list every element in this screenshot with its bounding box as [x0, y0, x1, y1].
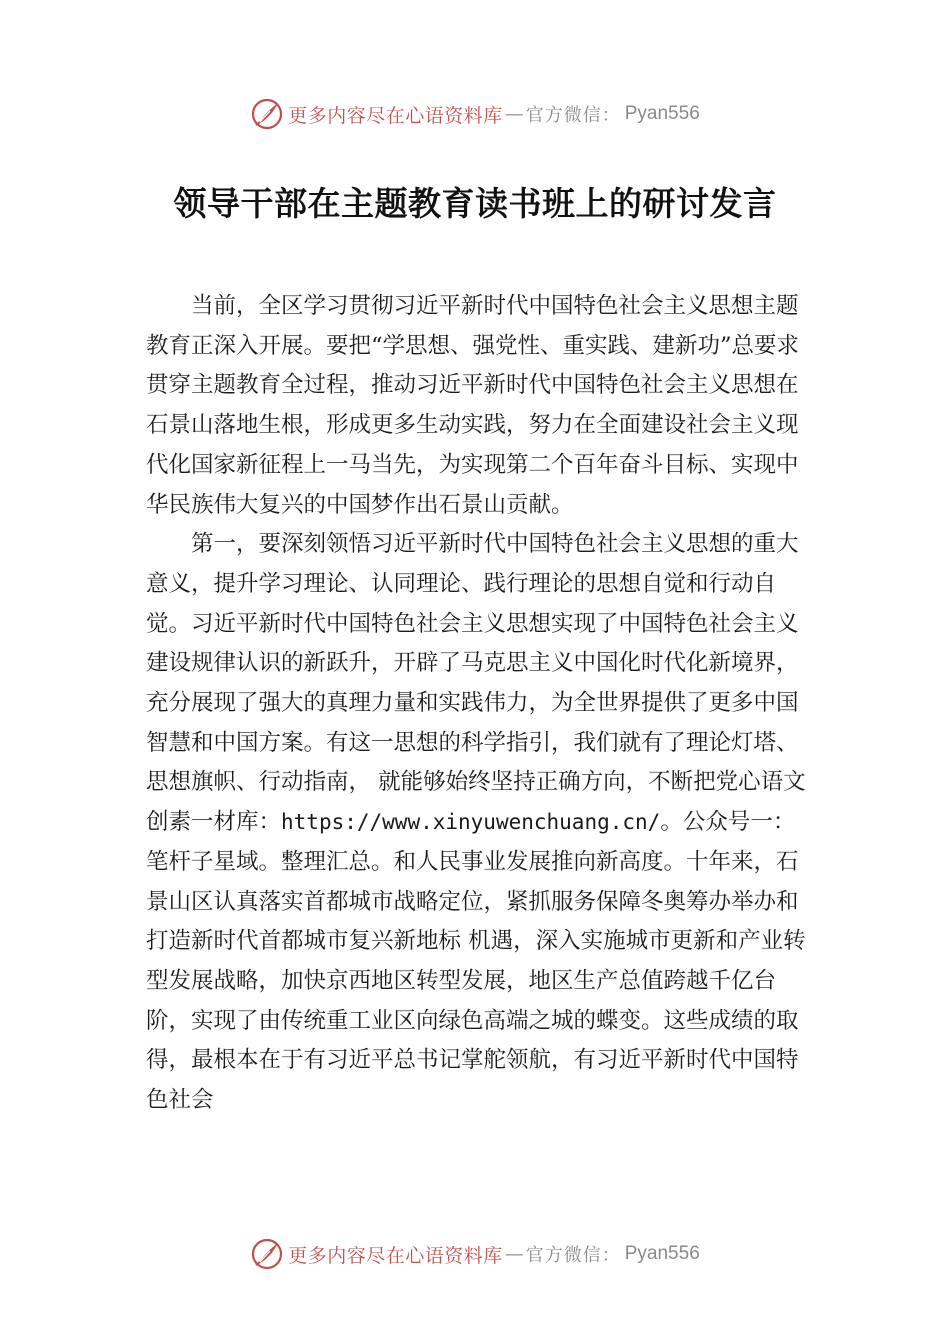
quill-pen-logo-icon [250, 1237, 284, 1271]
document-body [146, 287, 812, 1121]
banner-wechat-id: Pyan556 [624, 1243, 700, 1264]
footer-banner [0, 1232, 950, 1276]
header-banner [0, 92, 950, 136]
paragraph-first-point-tail: 。公众号一：笔杆子星域。整理汇总。和人民事业发展推向新高度。十年来，石景山区认真落实首都城市战略定位，紧抓服务保障冬奥筹办举办和打造新时代首都城市复兴新地标 机遇，深入实施城市更新和产业转型发展战略，加快京西地区转型发展，地区生产总值跨越千亿台阶，实现了由传统重工业区向绿色高端之城的蝶变。这些成绩的取得，最根本在于有习近平总书记掌舵领航，有习近平新时代中国特色社会 [146, 809, 806, 1114]
paragraph-intro: 当前，全区学习贯彻习近平新时代中国特色社会主义思想主题教育正深入开展。要把“学思想、强党性、重实践、建新功”总要求贯穿主题教育全过程，推动习近平新时代中国特色社会主义思想在石景山落地生根，形成更多生动实践，努力在全面建设社会主义现代化国家新征程上一马当先，为实现第二个百年奋斗目标、实现中华民族伟大复兴的中国梦作出石景山贡献。 [146, 293, 800, 518]
banner-wechat-id: Pyan556 [624, 103, 700, 124]
banner-wechat-label: 官方微信： [525, 105, 621, 126]
source-link-text: https://www.xinyuwenchuang.cn/ [281, 810, 661, 835]
banner-main-text: 更多内容尽在心语资料库 [288, 104, 503, 127]
banner-main-text: 更多内容尽在心语资料库 [288, 1244, 503, 1267]
banner-dash: — [504, 1243, 524, 1265]
quill-pen-logo-icon [250, 97, 284, 131]
banner-wechat-label: 官方微信： [525, 1245, 621, 1266]
paragraph-first-point [146, 525, 812, 1121]
paragraph-first-point-text: 第一，要深刻领悟习近平新时代中国特色社会主义思想的重大意义，提升学习理论、认同理论、践行理论的思想自觉和行动自觉。习近平新时代中国特色社会主义思想实现了中国特色社会主义建设规律认识的新跃升，开辟了马克思主义中国化时代化新境界，充分展现了强大的真理力量和实践伟力，为全世界提供了更多中国智慧和中国方案。有这一思想的科学指引，我们就有了理论灯塔、思想旗帜、行动指南， 就能够始终坚持正确方向，不断把党心语文创素一材库： [146, 531, 806, 836]
document-title: 领导干部在主题教育读书班上的研讨发言 [173, 184, 777, 223]
banner-dash: — [504, 103, 524, 125]
